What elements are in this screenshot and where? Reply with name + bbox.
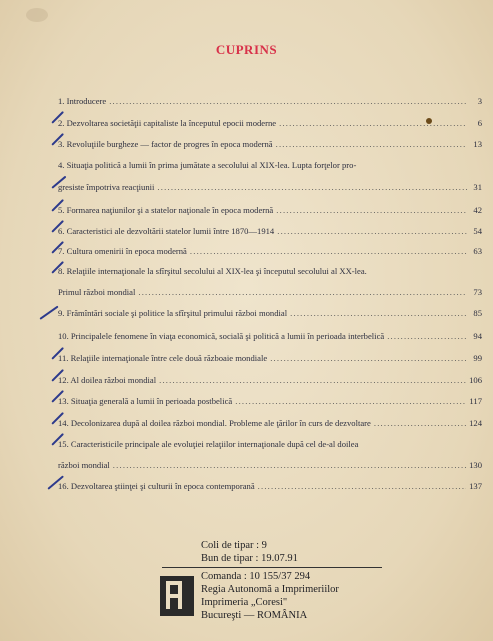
toc-entry-line1: 8. Relaţiile internaţionale la sfîrşitul secolului al XIX-lea şi începutul secolului al XX-lea.: [58, 266, 367, 276]
toc-entry: 12. Al doilea război mondial ..... 106: [58, 375, 482, 386]
printer-logo: [160, 576, 194, 616]
imprint-order: Comanda : 10 155/37 294: [201, 571, 311, 582]
imprint-rule: [162, 567, 382, 568]
toc-entry-line1: 15. Caracteristicile principale ale evoluţiei relaţiilor internaţionale după cel de-al doilea: [58, 439, 359, 449]
toc-entry: 10. Principalele fenomene în viaţa economică, socială şi politică a lumii în perioada interbelică ..... 94: [58, 331, 482, 342]
toc-title: CUPRINS: [215, 42, 278, 57]
toc-entry: 14. Decolonizarea după al doilea război mondial. Probleme ale ţărilor în curs de dezvoltare ..... 124: [58, 418, 482, 429]
toc-entry: 9. Frămîntări sociale şi politice la sfîrşitul primului război mondial ..... 85: [58, 308, 482, 319]
toc-entry-line1: 4. Situaţia politică a lumii în prima jumătate a secolului al XIX-lea. Lupta forţelor pro-: [58, 160, 357, 170]
toc-entry: 16. Dezvoltarea ştiinţei şi culturii în epoca contemporană ..... 137: [58, 481, 482, 492]
toc-entry: 5. Formarea naţiunilor şi a statelor naţionale în epoca modernă ..... 42: [58, 205, 482, 216]
imprint-city: Bucureşti — ROMÂNIA: [201, 610, 308, 621]
imprint-print-date: Bun de tipar : 19.07.91: [201, 553, 298, 564]
toc-entry: Primul război mondial ..... 73: [58, 287, 482, 298]
toc-entry: 1. Introducere ..... 3: [58, 96, 482, 107]
toc-entry: 3. Revoluţiile burgheze — factor de progres în epoca modernă ..... 13: [58, 139, 482, 150]
toc-entry: război mondial ..... 130: [58, 460, 482, 471]
imprint-printer: Imprimeria „Coresi": [201, 597, 288, 608]
imprint-regia: Regia Autonomă a Imprimeriilor: [201, 584, 339, 595]
toc-entry: 13. Situaţia generală a lumii în perioada postbelică ..... 117: [58, 396, 482, 407]
toc-entry: gresiste împotriva reacţiunii ..... 31: [58, 182, 482, 193]
toc-entry: 11. Relaţiile internaţionale între cele două războaie mondiale ..... 99: [58, 353, 482, 364]
toc-entry: 7. Cultura omenirii în epoca modernă ..... 63: [58, 246, 482, 257]
imprint-sheets: Coli de tipar : 9: [201, 540, 267, 551]
toc-entry: 6. Caracteristici ale dezvoltării statelor lumii între 1870—1914 ..... 54: [58, 226, 482, 237]
toc-entry: 2. Dezvoltarea societăţii capitaliste la începutul epocii moderne ..... 6: [58, 118, 482, 129]
